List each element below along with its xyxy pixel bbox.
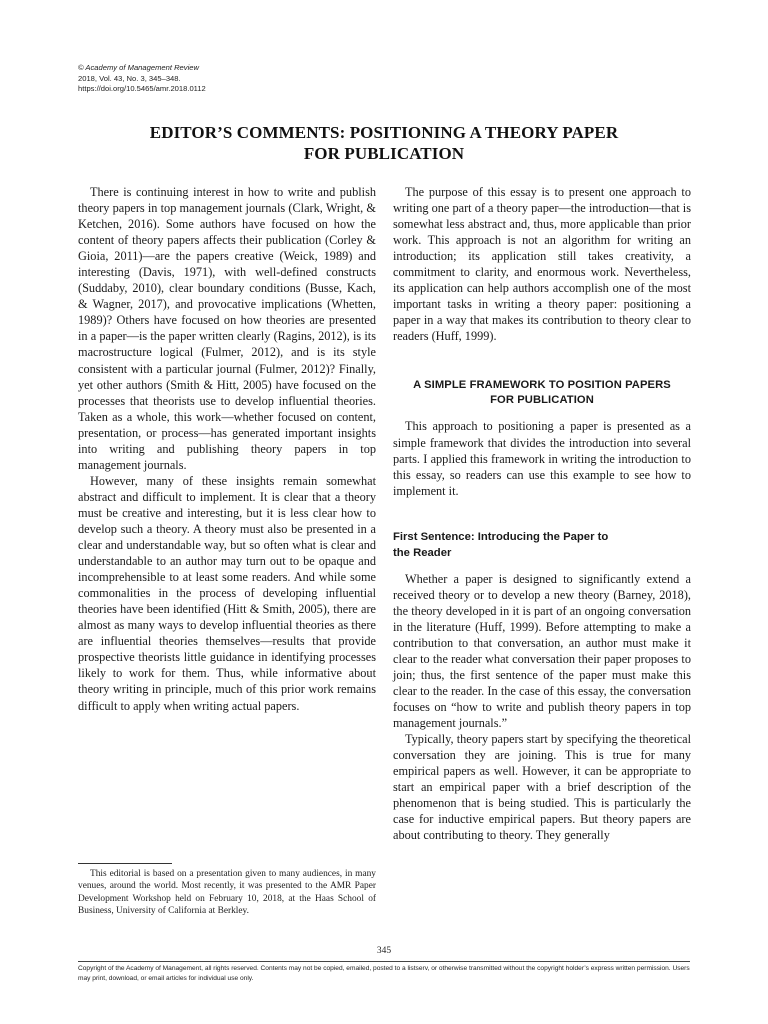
footnote-divider (78, 863, 172, 864)
footnote (78, 868, 376, 917)
body-paragraph: Whether a paper is designed to significantly extend a received theory or to develop a new theory (Barney, 2018), the theory developed in it is part of an ongoing conversation in the literature (Huff, 1999). Before attempting to make a contribution to that conversation, an author must make it clear to the reader what conversation their paper proposes to join; thus, the first sentence of the paper must make this clear to the reader. In the case of this essay, the conversation focuses on “how to write and publish theory papers in top management journals.” (393, 571, 691, 731)
subsection-heading-line-2: the Reader (393, 546, 452, 559)
article-title (90, 122, 678, 164)
section-heading-line-1: A SIMPLE FRAMEWORK TO POSITION PAPERS (413, 379, 671, 392)
journal-header (78, 63, 378, 95)
copyright-divider (78, 961, 690, 962)
section-heading (393, 378, 691, 408)
section-heading-line-2: FOR PUBLICATION (490, 394, 594, 407)
title-line-2: FOR PUBLICATION (303, 144, 465, 163)
journal-name: © Academy of Management Review (78, 63, 199, 72)
page-number: 345 (376, 946, 392, 956)
left-column (78, 184, 376, 714)
subsection-heading-line-1: First Sentence: Introducing the Paper to (393, 530, 609, 543)
doi-link[interactable]: https://doi.org/10.5465/amr.2018.0112 (78, 84, 206, 93)
copyright-notice: Copyright of the Academy of Management, all rights reserved. Contents may not be copied, emailed, posted to a listserv, or otherwise transmitted without the copyright holder’s express written permission. Users may print, download, or email articles for individual use only. (78, 965, 690, 982)
body-paragraph: This approach to positioning a paper is presented as a simple framework that divides the introduction into several parts. I applied this framework in writing the introduction to this essay, so readers can use this example to see how to implement it. (393, 419, 691, 498)
footnote-text: This editorial is based on a presentation given to many audiences, in many venues, around the world. Most recently, it was presented to the AMR Paper Development Workshop held on February 10, 2018, at the Haas School of Business, University of California at Berkley. (78, 869, 376, 916)
volume-info: 2018, Vol. 43, No. 3, 345–348. (78, 73, 181, 83)
body-paragraph: The purpose of this essay is to present one approach to writing one part of a theory paper—the introduction—that is somewhat less abstract and, thus, more applicable than prior work. This approach is not an algorithm for writing an introduction; its application still takes creativity, a commitment to clarity, and enormous work. Nevertheless, its application can help authors accomplish one of the most important tasks in writing a theory paper: positioning a paper in a way that makes its contribution to theory clear to readers (Huff, 1999). (393, 185, 691, 344)
body-paragraph: There is continuing interest in how to write and publish theory papers in top management journals (Clark, Wright, & Ketchen, 2016). Some authors have focused on how the content of theory papers affects their publication (Corley & Gioia, 2011)—are the papers creative (Weick, 1989) and interesting (Davis, 1971), with well-defined constructs (Suddaby, 2010), clear boundary conditions (Busse, Kach, & Wagner, 2017), and provocative implications (Whetten, 1989)? Others have focused on how theories are presented in a paper—is the paper written clearly (Ragins, 2012), is its macrostructure logical (Fulmer, 2012), and is its style consistent with a particular journal (Fulmer, 2012)? Finally, yet other authors (Smith & Hitt, 2005) have focused on the processes that theorists use to develop influential theories. Taken as a whole, this work—whether focused on content, presentation, or process—has generated important insights into writing and publishing theory papers in top management journals. (78, 185, 376, 472)
right-column (393, 184, 691, 844)
title-line-1: EDITOR’S COMMENTS: POSITIONING A THEORY PAPER (149, 123, 619, 142)
subsection-heading (393, 529, 691, 561)
body-paragraph: However, many of these insights remain somewhat abstract and difficult to implement. It is clear that a theory must be creative and interesting, but it is less clear how to develop such a theory. A theory must also be presented in a clear and understandable way, but so often what is clear and understandable to an author may turn out to be opaque and incomprehensible to at least some readers. And while some commonalities in the process of developing influential theories have been identified (Hitt & Smith, 2005), there are almost as many ways to develop influential theories as there are influential theories themselves—results that provide prospective theorists little guidance in identifying processes likely to work for them. Thus, while informative about theory writing in principle, much of this prior work remains difficult to apply when writing actual papers. (78, 473, 376, 713)
body-paragraph: Typically, theory papers start by specifying the theoretical conversation they are joining. This is true for many empirical papers as well. However, it can be appropriate to start an empirical paper with a brief description of the phenomenon that is being studied. This is particularly the case for inductive empirical papers. But theory papers are about contributing to theory. They generally (393, 732, 691, 843)
